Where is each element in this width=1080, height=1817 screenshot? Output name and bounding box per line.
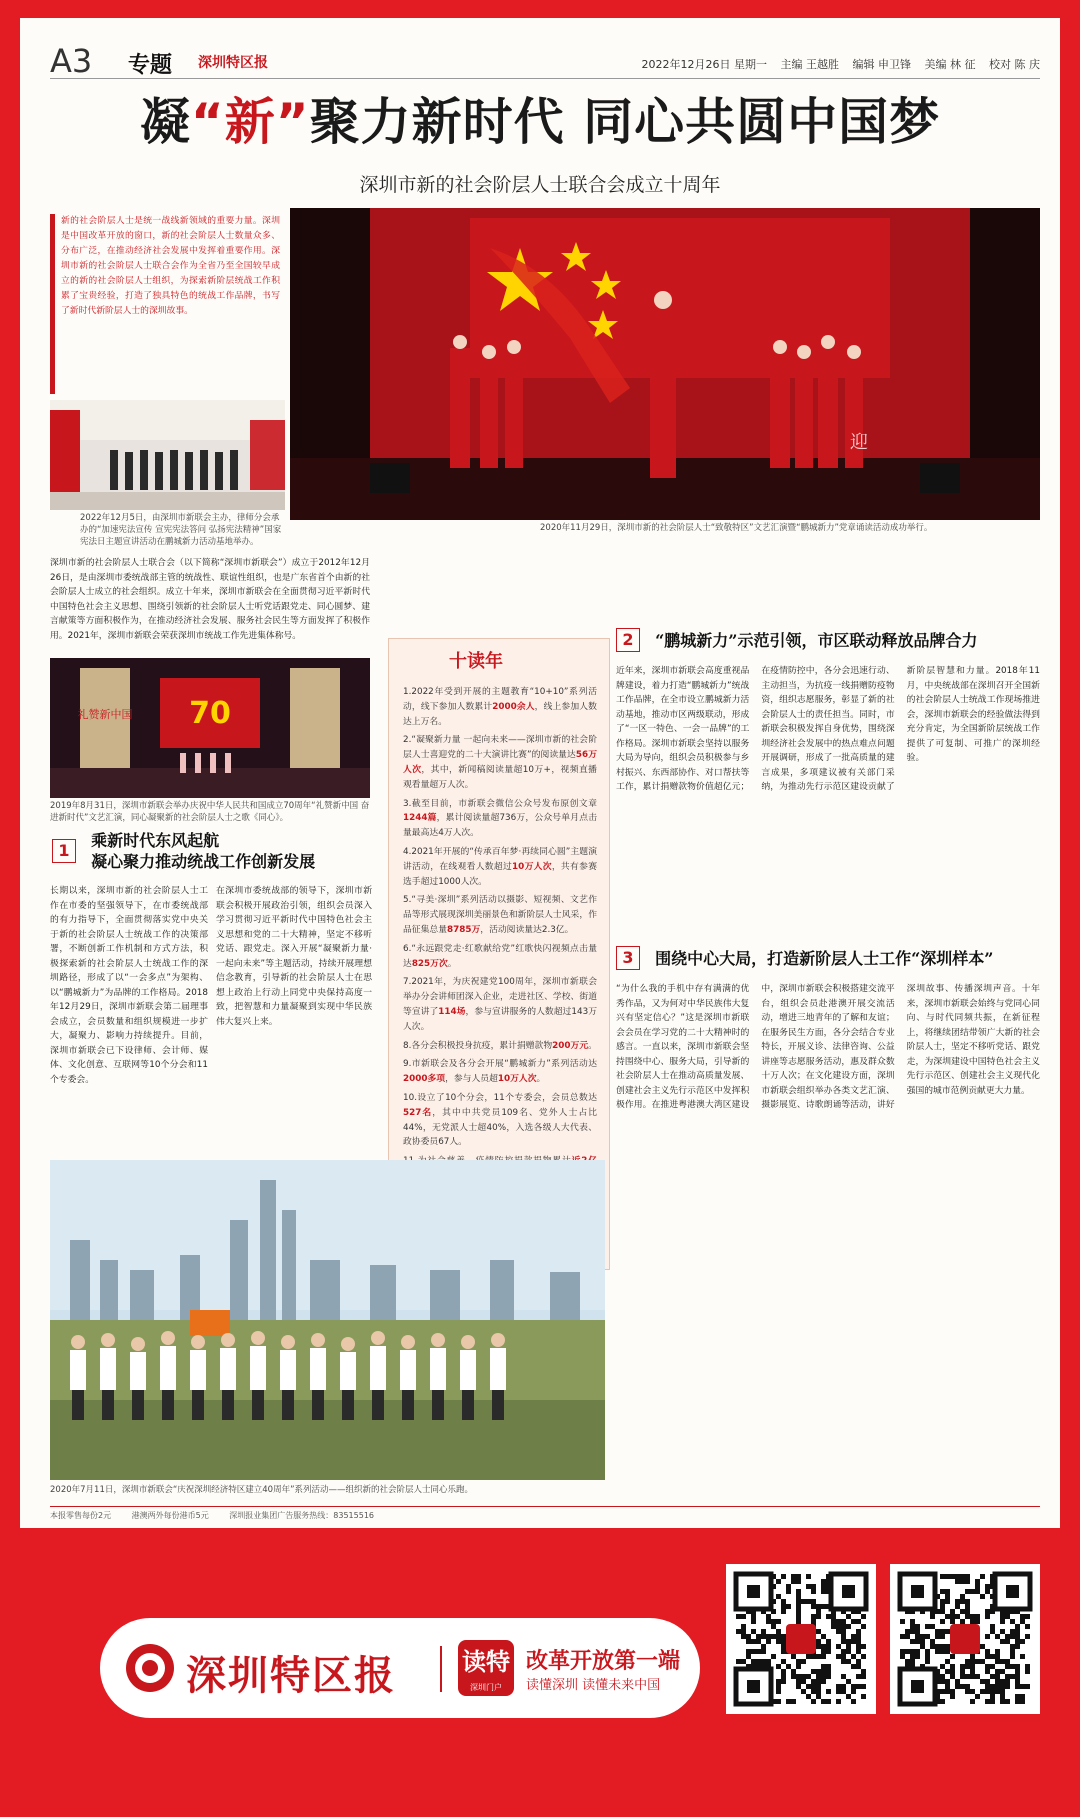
decade-text: ，其中，新闻稿阅读量超10万+，视频直播观看量超万人次。 xyxy=(403,764,597,790)
walk-photo-caption: 2020年7月11日，深圳市新联会“庆祝深圳经济特区建立40周年”系列活动——组织新的社会阶层人士同心乐跑。 xyxy=(50,1485,473,1495)
section-1-body: 长期以来，深圳市新的社会阶层人士工作在市委的坚强领导下，在市委统战部的有力指导下，全面贯彻落实党中央关于新的社会阶层人士统战工作的决策部署，不断创新工作机制和方式方法，积极探索新的社会阶层人士统战工作的深圳路径，形成了以“一会多点”为架构、以“鹏城新力”为品牌的工作格局。2018年12月29日，深圳市新联会第二届理事会成立，会员数量和组织规模进一步扩大，凝聚力、影响力持续提升。目前，深圳市新联会已下设律师、会计师、媒体、文化创意、互联网等10个分会和11个专委会。 xyxy=(50,886,208,1085)
newspaper-page xyxy=(20,18,1060,1528)
section-number: 1 xyxy=(52,839,76,863)
decade-item xyxy=(403,1039,597,1054)
decade-highlight: 200万元 xyxy=(552,1040,589,1051)
decade-text: ，共有参赛选手超过1000人次。 xyxy=(403,861,597,887)
section-number: 2 xyxy=(616,628,640,652)
decade-text: 5.“寻美·深圳”系列活动以摄影、短视频、文艺作品等形式展现深圳美丽景色和新阶层人士风采，作品征集总量 xyxy=(403,895,597,935)
walk-photo xyxy=(50,1160,605,1480)
app-logo-icon xyxy=(458,1640,514,1696)
issue-date: 2022年12月26日 星期一 xyxy=(641,58,767,71)
headline-part: 凝 xyxy=(139,93,191,151)
decade-text: ，线上参加人数达上万名。 xyxy=(403,701,597,727)
decade-item xyxy=(403,1057,597,1087)
decade-title: 十读年 xyxy=(449,651,503,672)
headline-quote: “新” xyxy=(190,93,310,151)
decade-item xyxy=(403,975,597,1034)
app-sub: 深圳门户 xyxy=(470,1683,502,1692)
decade-item xyxy=(403,1091,597,1150)
decade-text: 。 xyxy=(588,1040,597,1051)
decade-item xyxy=(403,845,597,889)
svg-text:迎: 迎 xyxy=(850,432,868,453)
decade-text: 2.“凝聚新力量 一起向未来——深圳市新的社会阶层人士喜迎党的二十大演讲比赛”的阅读量达 xyxy=(403,735,597,761)
headline-part: 聚力新时代 同心共圆中国梦 xyxy=(309,93,941,151)
intro-paragraph: 深圳市新的社会阶层人士联合会（以下简称“深圳市新联会”）成立于2012年12月26日，是由深圳市委统战部主管的统战性、联谊性组织，也是广东省首个由新的社会阶层人士成立的社会组织。成立十年来，深圳市新联会在全面贯彻习近平新时代中国特色社会主义思想、围绕引领新的社会阶层人士听党话跟党走、同心圆梦、建言献策等方面积极作为，在推动经济社会发展、服务社会民生等方面发挥了积极作用。2021年，深圳市新联会荣获深圳市统战工作先进集体称号。 xyxy=(50,558,370,641)
decade-highlight: 1244篇 xyxy=(403,813,437,824)
decade-highlight: 114场 xyxy=(438,1006,466,1017)
decade-item xyxy=(403,685,597,729)
editor-credit: 主编 王越胜 xyxy=(780,58,839,71)
decade-text: 。 xyxy=(447,958,457,969)
decade-highlight: 2000余人 xyxy=(492,701,535,712)
lead-paragraph: 新的社会阶层人士是统一战线新领域的重要力量。深圳是中国改革开放的窗口，新的社会阶层人士数量众多、分布广泛，在推动经济社会发展中发挥着重要作用。深圳市新的社会阶层人士联合会作为全省乃至全国较早成立的新的社会阶层人士组织，为探索新阶层统战工作积累了宝贵经验，打造了独具特色的统战工作品牌，书写了新时代新阶层人士的深圳故事。 xyxy=(50,214,280,394)
decade-text: ，参与宣讲服务的人数超过143万人次。 xyxy=(403,1006,597,1032)
promo-logo-box xyxy=(100,1618,700,1718)
decade-item xyxy=(403,733,597,792)
app-name: 读特 xyxy=(462,1648,510,1676)
decade-text: 10.设立了10个分会，11个专委会，会员总数达 xyxy=(403,1092,597,1103)
decade-text: 8.各分会积极投身抗疫，累计捐赠款物 xyxy=(403,1040,553,1051)
section-title: 凝心聚力推动统战工作创新发展 xyxy=(91,852,316,871)
decade-highlight: 56万人次 xyxy=(403,750,597,775)
headline xyxy=(20,82,1060,154)
decade-text: ，参与人员超 xyxy=(445,1074,498,1085)
decade-highlight: 2000多项 xyxy=(403,1074,446,1085)
decade-highlight: 10万人次 xyxy=(512,861,552,872)
decade-text: 3.截至目前，市新联会微信公众号发布原创文章 xyxy=(403,798,597,809)
section-label: 专题 xyxy=(128,53,173,78)
decade-highlight: 10万人次 xyxy=(497,1074,537,1085)
subheadline: 深圳市新的社会阶层人士联合会成立十周年 xyxy=(359,174,721,196)
promo-slogan: 改革开放第一端 xyxy=(526,1649,681,1674)
footer-item: 深圳报业集团广告服务热线：83515516 xyxy=(229,1511,374,1520)
decade-text: 。 xyxy=(536,1074,546,1085)
decade-text: 6.“永远跟党走·红歌献给党”红歌快闪视频点击量达 xyxy=(403,943,597,969)
decade-item xyxy=(403,942,597,972)
decade-highlight: 527名 xyxy=(403,1107,433,1118)
meeting-photo xyxy=(50,400,285,510)
decade-list xyxy=(403,685,597,1188)
editor-credit: 编辑 申卫锋 xyxy=(852,58,911,71)
decade-highlight: 825万次 xyxy=(411,958,448,969)
banner-text: 礼赞新中国 xyxy=(77,708,133,721)
newspaper-logo-icon xyxy=(124,1642,176,1694)
section-3-body: “为什么我的手机中存有满满的优秀作品，又为何对中华民族伟大复兴有坚定信心？”这是深圳市新联会会员在学习党的二十大精神时的感言。一直以来，深圳市新联会坚持围绕中心、服务大局，引导新的社会阶层人士在推动高质量发展、创建社会主义先行示范区中发挥积极作用。在推进粤港澳大湾区建设中，深圳市新联会积极搭建交流平台，组织会员赴港澳开展交流活动，增进三地青年的了解和友谊；在服务民生方面，各分会结合专业特长，开展义诊、法律咨询、公益讲座等志愿服务活动，惠及群众数十万人次；在文化建设方面，深圳市新联会组织举办各类文艺汇演、摄影展览、诗歌朗诵等活动，讲好深圳故事、传播深圳声音。十年来，深圳市新联会始终与党同心同向、与时代同频共振，在新征程上，将继续团结带领广大新的社会阶层人士，坚定不移听党话、跟党走，为深圳建设中国特色社会主义先行示范区、创建社会主义现代化强国的城市范例贡献更大力量。 xyxy=(616,984,1040,1110)
svg-text:70: 70 xyxy=(189,696,231,731)
decade-highlight: 8785万 xyxy=(447,924,481,935)
editor-credit: 校对 陈 庆 xyxy=(989,58,1040,71)
qr-code-icon[interactable] xyxy=(890,1564,1040,1714)
section-title: 围绕中心大局，打造新阶层人士工作“深圳样本” xyxy=(655,948,994,968)
brand-label: 深圳特区报 xyxy=(198,55,268,71)
decade-item xyxy=(403,797,597,841)
page-meta xyxy=(632,56,1041,72)
promo-brand: 深圳特区报 xyxy=(186,1652,396,1699)
promo-tagline: 读懂深圳 读懂未来中国 xyxy=(526,1678,661,1693)
section-1-body: 在深圳市委统战部的领导下，深圳市新联会积极开展政治引领，组织会员深入学习贯彻习近平新时代中国特色社会主义思想和党的二十大精神，坚定不移听党话、跟党走。深入开展“凝聚新力量·一起向未来”等主题活动，持续开展理想信念教育，引导新的社会阶层人士在思想上政治上行动上同党中央保持高度一致，把智慧和力量凝聚到实现中华民族伟大复兴上来。 xyxy=(216,886,372,1027)
decade-text: 9.市新联会及各分会开展“鹏城新力”系列活动达 xyxy=(403,1059,597,1070)
page-footer xyxy=(50,1506,1040,1524)
decade-text: ，其中中共党员109名、党外人士占比44%，无党派人士超40%，入选各级人大代表、政协委员67人。 xyxy=(403,1107,597,1148)
section-title: 乘新时代东风起航 xyxy=(91,831,220,850)
decade-text: ，活动阅读量达2.3亿。 xyxy=(480,924,574,935)
section-2-body: 近年来，深圳市新联会高度重视品牌建设，着力打造“鹏城新力”统战工作品牌，在全市设立鹏城新力活动基地，推动市区两级联动，形成了“一区一特色、一会一品牌”的工作格局。深圳市新联会坚持以服务大局为导向，组织会员积极参与乡村振兴、东西部协作、对口帮扶等工作，累计捐赠款物价值超亿元；在疫情防控中，各分会迅速行动、主动担当，为抗疫一线捐赠防疫物资，组织志愿服务，彰显了新的社会阶层人士的责任担当。同时，市新联会积极发挥自身优势，围绕深圳经济社会发展中的热点难点问题开展调研，形成了一批高质量的建言成果，多项建议被有关部门采纳，为推动先行示范区建设贡献了新阶层智慧和力量。2018年11月，中央统战部在深圳召开全国新的社会阶层人士统战工作现场推进会，深圳市新联会的经验做法得到充分肯定，为全国新阶层统战工作提供了可复制、可推广的深圳经验。 xyxy=(616,666,1040,792)
footer-item: 本报零售每份2元 xyxy=(50,1511,112,1520)
divider xyxy=(440,1646,442,1692)
decade-text: 4.2021年开展的“传承百年梦·再续同心圆”主题演讲活动，在线观看人数超过 xyxy=(403,846,597,872)
editor-credit: 美编 林 征 xyxy=(924,58,976,71)
page-number: A3 xyxy=(50,42,93,80)
decade-text: ，累计阅读量超736万，公众号单月点击量最高达4万人次。 xyxy=(403,813,598,839)
section-2-heading xyxy=(616,628,1036,652)
promo-band xyxy=(20,1540,1060,1790)
stage-photo-caption: 2020年11月29日，深圳市新的社会阶层人士“致敬特区”文艺汇演暨“鹏城新力”党章诵读活动成功举行。 xyxy=(540,523,933,533)
stage-photo xyxy=(290,208,1040,520)
section-3-heading xyxy=(616,946,1036,970)
page-header xyxy=(50,42,1040,79)
section-title: “鹏城新力”示范引领，市区联动释放品牌合力 xyxy=(655,630,978,650)
decade-text: 1.2022年受到开展的主题教育“10+10”系列活动，线下参加人数累计 xyxy=(403,687,597,712)
qr-code-icon[interactable] xyxy=(726,1564,876,1714)
section-1-heading xyxy=(52,830,372,872)
decade-text: 7.2021年，为庆祝建党100周年，深圳市新联会举办分会讲师团深入企业，走进社区、学校、街道等宣讲了 xyxy=(403,977,597,1017)
meeting-photo-caption: 2022年12月5日，由深圳市新联会主办，律师分会承办的“加速宪法宣传 宣宪宪法答问 弘扬宪法精神”国家宪法日主题宣讲活动在鹏城新力活动基地举办。 xyxy=(80,513,282,547)
anniversary-photo-caption: 2019年8月31日，深圳市新联会举办庆祝中华人民共和国成立70周年“礼赞新中国 奋进新时代”文艺汇演，同心凝聚新的社会阶层人士之歌《同心》。 xyxy=(50,801,370,823)
footer-item: 港澳两外每份港币5元 xyxy=(131,1511,209,1520)
decade-item xyxy=(403,893,597,937)
section-number: 3 xyxy=(616,946,640,970)
anniversary-photo xyxy=(50,658,370,798)
